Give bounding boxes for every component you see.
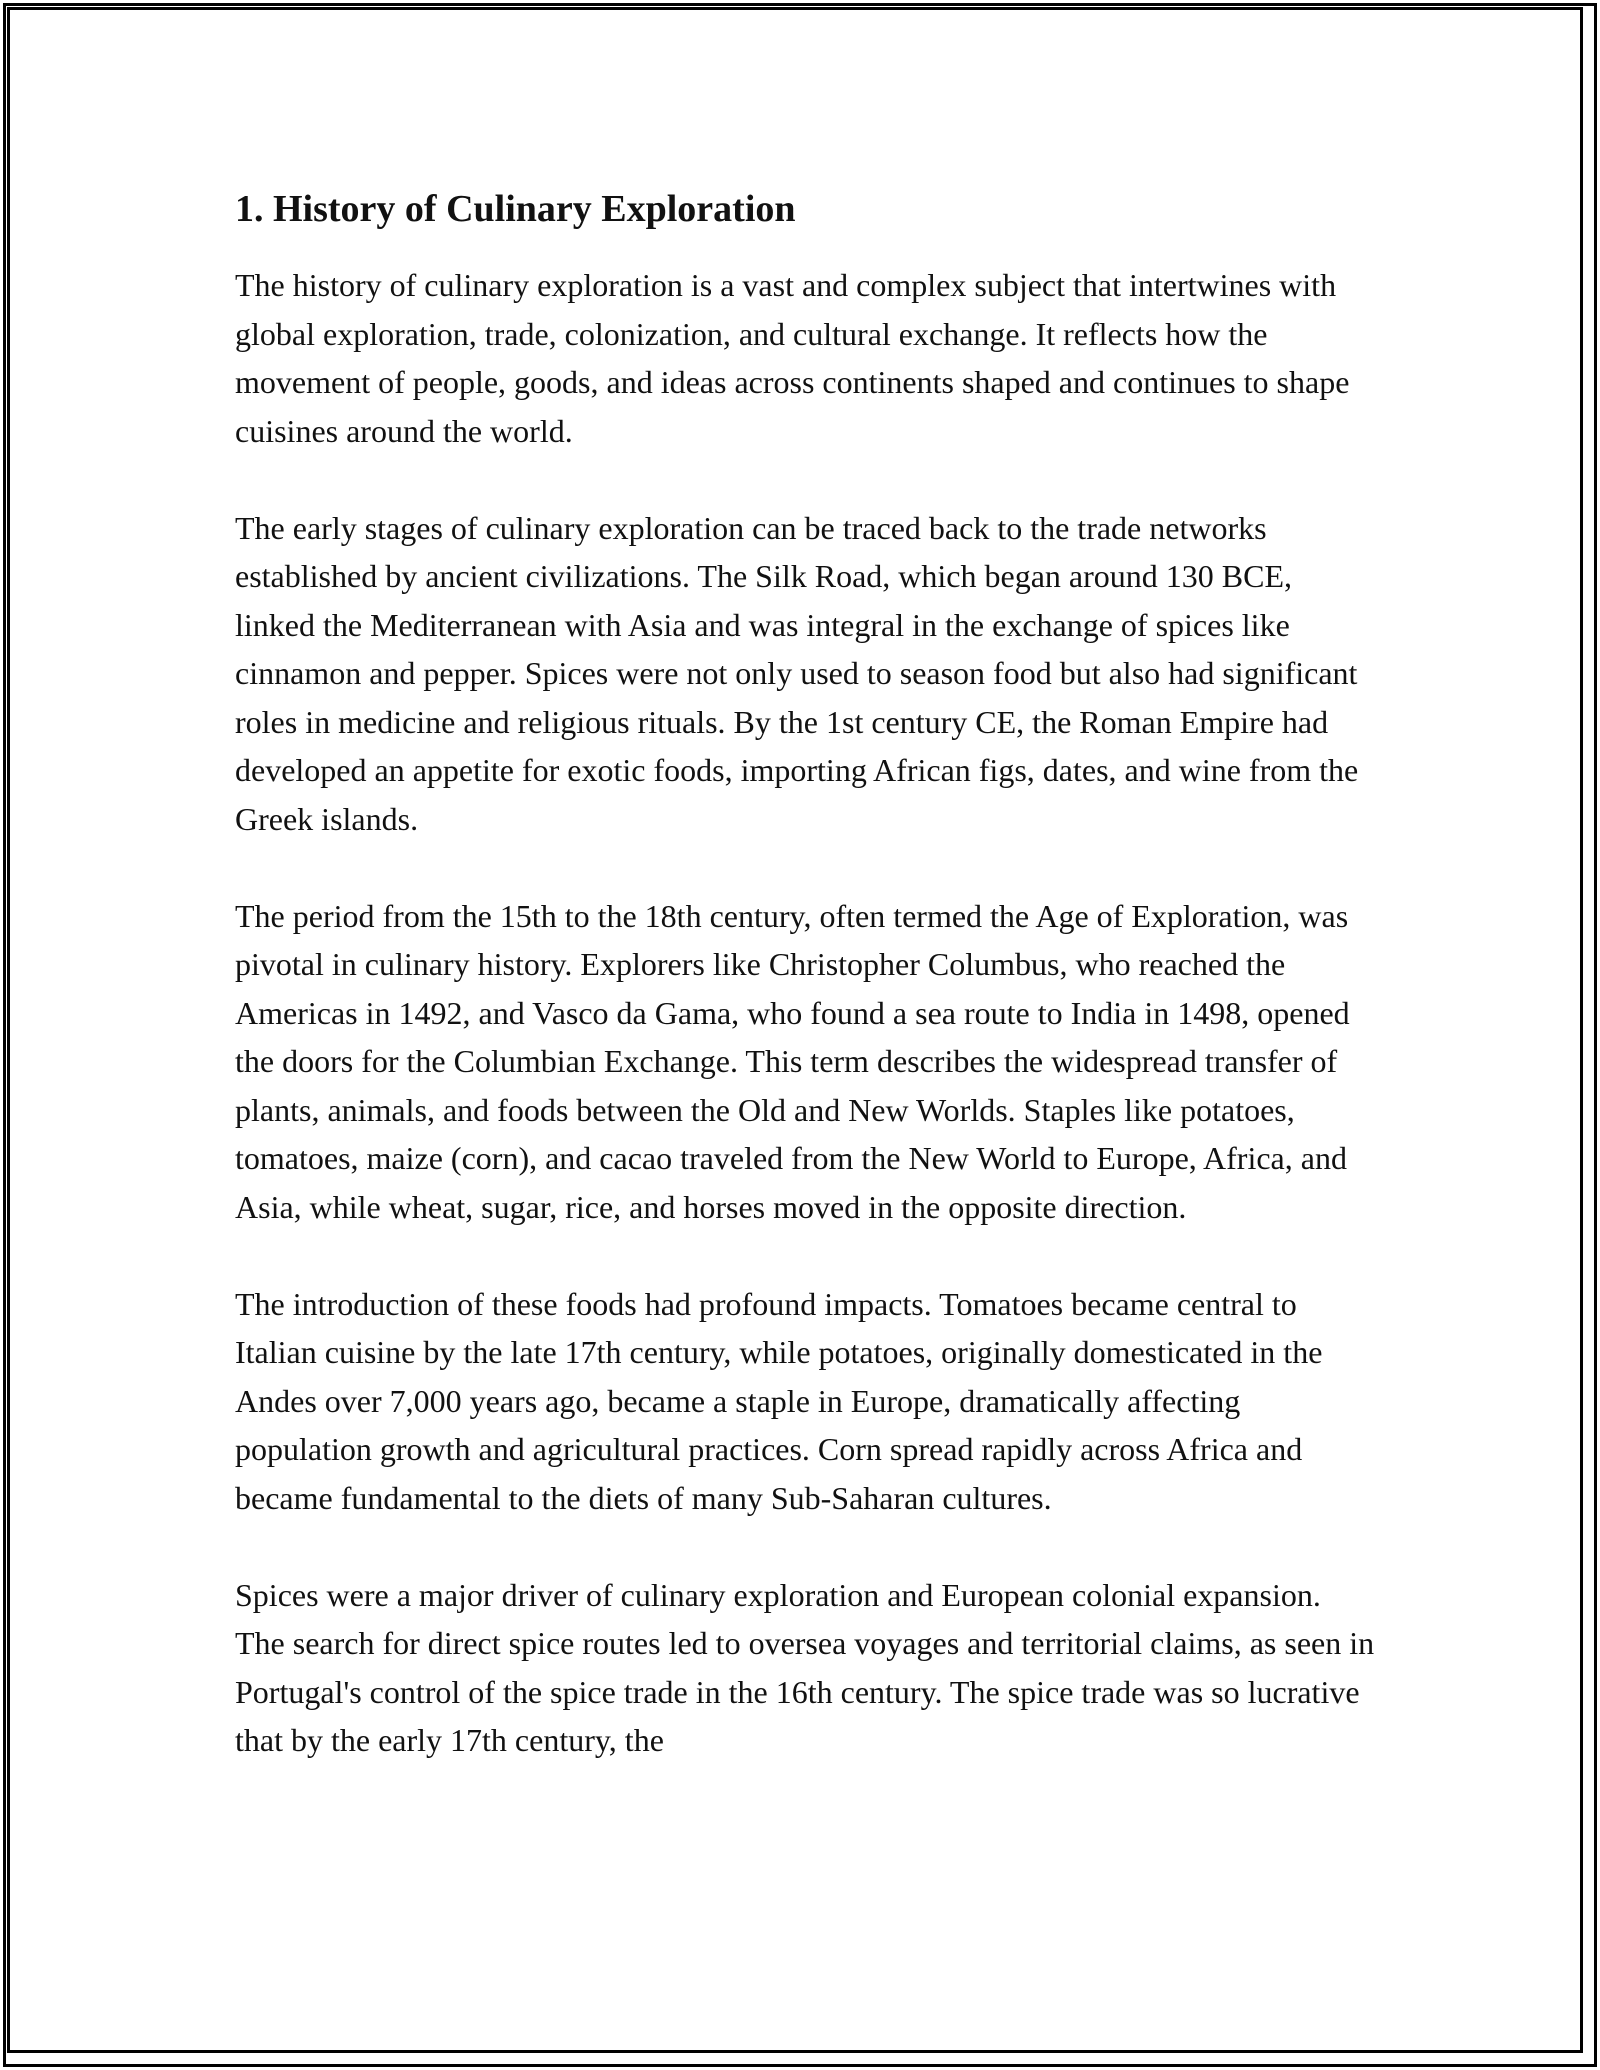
paragraph-introduction: The history of culinary exploration is a vast and complex subject that intertwines with global exploration, trade, colonization, and cultural exchange. It reflects how the movement of people, goods, and ideas across continents shaped and continues to shape cuisines around the world. xyxy=(235,267,1350,449)
paragraph-spice-trade: Spices were a major driver of culinary exploration and European colonial expansion. The search for direct spice routes led to oversea voyages and territorial claims, as seen in Portugal's control of the spice trade in the 16th century. The spice trade was so lucrative that by the early 17th century, the xyxy=(235,1576,1375,1758)
section-heading: 1. History of Culinary Exploration xyxy=(235,188,796,230)
paragraph-early-trade: The early stages of culinary exploration can be traced back to the trade networks established by ancient civilizations. The Silk Road, which began around 130 BCE, linked the Mediterranean with Asia and was integral in the exchange of spices like cinnamon and pepper. Spices were not only used to season food but also had significant roles in medicine and religious rituals. By the 1st century CE, the Roman Empire had developed an appetite for exotic foods, importing African figs, dates, and wine from the Greek islands. xyxy=(235,509,1359,837)
paragraph-age-of-exploration: The period from the 15th to the 18th century, often termed the Age of Exploration, was pivotal in culinary history. Explorers like Christopher Columbus, who reached the Americas in 1492, and Vasco da Gama, who found a sea route to India in 1498, opened the doors for the Columbian Exchange. This term describes the widespread transfer of plants, animals, and foods between the Old and New Worlds. Staples like potatoes, tomatoes, maize (corn), and cacao traveled from the New World to Europe, Africa, and Asia, while wheat, sugar, rice, and horses moved in the opposite direction. xyxy=(235,897,1350,1225)
document-body xyxy=(235,185,1375,1765)
paragraph-food-impacts: The introduction of these foods had profound impacts. Tomatoes became central to Italian cuisine by the late 17th century, while potatoes, originally domesticated in the Andes over 7,000 years ago, became a staple in Europe, dramatically affecting population growth and agricultural practices. Corn spread rapidly across Africa and became fundamental to the diets of many Sub-Saharan cultures. xyxy=(235,1285,1323,1516)
